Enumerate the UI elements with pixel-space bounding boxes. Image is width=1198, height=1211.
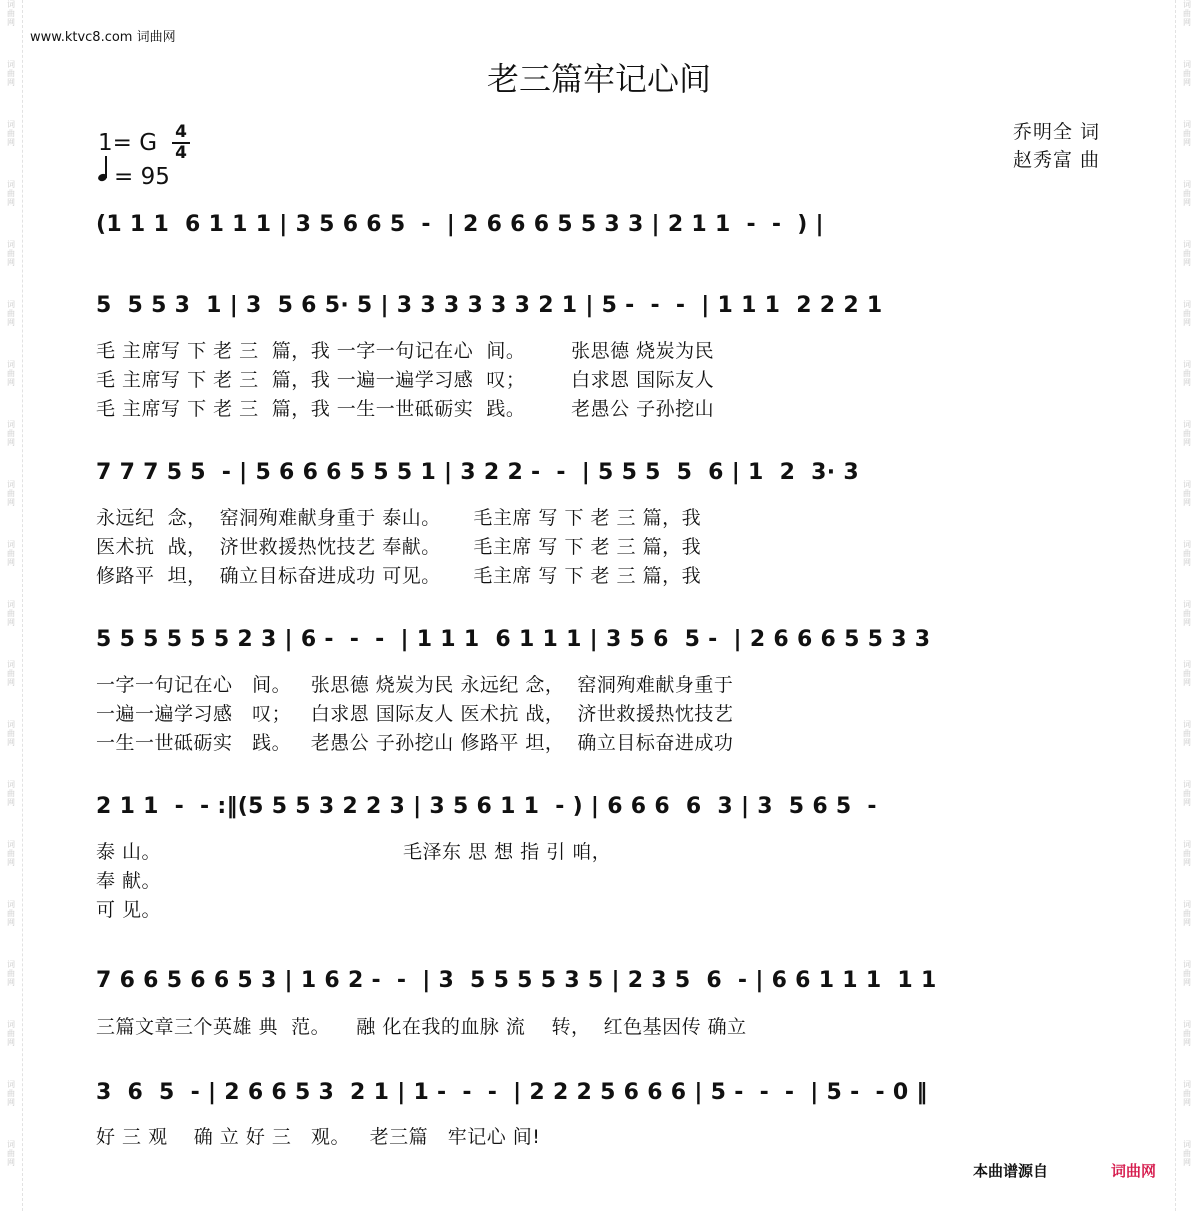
watermark-glyph: 网 [7,78,15,87]
watermark-glyph: 曲 [1183,309,1191,318]
watermark-glyph: 网 [7,318,15,327]
system-7-lyrics-1: 好 三 观 确 立 好 三 观。 老三篇 牢记心 间! [96,1126,541,1148]
key-signature: 1= G [98,130,158,156]
system-4-notes: 5 5 5 5 5 5 2 3 | 6 - - - | 1 1 1 6 1 1 1 | 3 5 6 5 - | 2 6 6 6 5 5 3 3 [96,627,931,652]
watermark-glyph: 词 [7,1020,15,1029]
system-5-lyrics-1: 泰 山。 毛泽东 思 想 指 引 咱， [96,841,612,863]
watermark-glyph: 词 [7,180,15,189]
watermark-glyph: 曲 [7,729,15,738]
watermark-glyph: 网 [7,618,15,627]
system-5-lyrics-2: 奉 献。 [96,870,162,892]
watermark-glyph: 词 [1183,720,1191,729]
watermark-glyph: 网 [7,738,15,747]
watermark-glyph: 曲 [7,309,15,318]
system-7-notes: 3 6 5 - | 2 6 6 5 3 2 1 | 1 - - - | 2 2 2 5 6 6 6 | 5 - - - | 5 - - 0 ‖ [96,1080,928,1105]
watermark-glyph: 词 [7,420,15,429]
watermark-glyph: 网 [1183,18,1191,27]
watermark-glyph: 网 [7,258,15,267]
brand-logo[interactable]: 词曲网 [1110,1162,1156,1180]
watermark-glyph: 网 [1183,438,1191,447]
watermark-glyph: 词 [7,1080,15,1089]
system-6-notes: 7 6 6 5 6 6 5 3 | 1 6 2 - - | 3 5 5 5 5 3 5 | 2 3 5 6 - | 6 6 1 1 1 1 1 [96,968,937,993]
watermark-glyph: 网 [1183,918,1191,927]
watermark-glyph: 曲 [1183,1089,1191,1098]
watermark-glyph: 曲 [7,9,15,18]
system-3-lyrics-1: 永远纪 念， 窑洞殉难献身重于 泰山。 毛主席 写 下 老 三 篇，我 [96,507,702,529]
watermark-glyph: 词 [1183,1080,1191,1089]
watermark-glyph: 词 [7,840,15,849]
watermark-glyph: 曲 [7,1149,15,1158]
watermark-glyph: 网 [7,558,15,567]
watermark-glyph: 网 [1183,1098,1191,1107]
watermark-glyph: 词 [7,960,15,969]
watermark-glyph: 词 [7,0,15,9]
watermark-glyph: 网 [1183,138,1191,147]
watermark-glyph: 词 [1183,840,1191,849]
watermark-glyph: 词 [1183,60,1191,69]
watermark-glyph: 词 [1183,480,1191,489]
system-4-lyrics-2: 一遍一遍学习感 叹； 白求恩 国际友人 医术抗 战， 济世救援热忱技艺 [96,703,734,725]
system-3-notes: 7 7 7 5 5 - | 5 6 6 6 5 5 5 1 | 3 2 2 - - | 5 5 5 5 6 | 1 2 3· 3 [96,460,859,485]
watermark-glyph: 曲 [1183,549,1191,558]
watermark-glyph: 曲 [7,69,15,78]
watermark-glyph: 曲 [7,1089,15,1098]
watermark-glyph: 网 [7,1098,15,1107]
watermark-glyph: 曲 [7,849,15,858]
watermark-glyph: 网 [7,1158,15,1167]
lyricist: 乔明全 词 [1012,121,1100,143]
watermark-glyph: 词 [7,240,15,249]
watermark-glyph: 曲 [7,969,15,978]
watermark-glyph: 网 [7,798,15,807]
watermark-glyph: 曲 [7,549,15,558]
watermark-glyph: 词 [1183,240,1191,249]
watermark-glyph: 词 [7,660,15,669]
watermark-glyph: 曲 [7,669,15,678]
watermark-glyph: 曲 [1183,429,1191,438]
time-signature [172,124,190,162]
watermark-glyph: 词 [1183,1020,1191,1029]
watermark-glyph: 词 [1183,360,1191,369]
watermark-glyph: 曲 [7,1029,15,1038]
composer: 赵秀富 曲 [1012,149,1100,171]
watermark-glyph: 网 [1183,78,1191,87]
watermark-glyph: 网 [1183,318,1191,327]
time-signature-bottom: 4 [175,143,187,163]
watermark-glyph: 网 [7,918,15,927]
watermark-glyph: 曲 [7,129,15,138]
watermark-glyph: 网 [7,498,15,507]
watermark-glyph: 曲 [1183,729,1191,738]
tempo-value: = 95 [114,164,170,190]
system-3-lyrics-2: 医术抗 战， 济世救援热忱技艺 奉献。 毛主席 写 下 老 三 篇，我 [96,536,702,558]
watermark-glyph: 曲 [1183,669,1191,678]
watermark-glyph: 网 [1183,198,1191,207]
watermark-glyph: 曲 [7,429,15,438]
watermark-glyph: 词 [1183,120,1191,129]
watermark-glyph: 词 [7,120,15,129]
watermark-glyph: 网 [7,858,15,867]
right-divider [1175,0,1176,1211]
watermark-glyph: 网 [1183,558,1191,567]
watermark-right [1178,0,1196,1211]
watermark-glyph: 曲 [7,609,15,618]
watermark-glyph: 曲 [1183,1029,1191,1038]
watermark-glyph: 曲 [7,249,15,258]
watermark-glyph: 词 [1183,960,1191,969]
watermark-glyph: 词 [7,360,15,369]
watermark-glyph: 词 [1183,1140,1191,1149]
watermark-glyph: 词 [7,1140,15,1149]
watermark-glyph: 网 [7,978,15,987]
watermark-glyph: 网 [7,378,15,387]
system-2-lyrics-2: 毛 主席写 下 老 三 篇，我 一遍一遍学习感 叹； 白求恩 国际友人 [96,369,715,391]
system-2-lyrics-3: 毛 主席写 下 老 三 篇，我 一生一世砥砺实 践。 老愚公 子孙挖山 [96,398,715,420]
watermark-glyph: 网 [1183,738,1191,747]
watermark-glyph: 网 [1183,378,1191,387]
watermark-glyph: 词 [7,60,15,69]
watermark-glyph: 词 [1183,780,1191,789]
watermark-glyph: 词 [1183,540,1191,549]
watermark-glyph: 网 [1183,1158,1191,1167]
system-2-notes: 5 5 5 3 1 | 3 5 6 5· 5 | 3 3 3 3 3 3 2 1 | 5 - - - | 1 1 1 2 2 2 1 [96,293,883,318]
watermark-glyph: 网 [7,138,15,147]
source-label: 本曲谱源自 [972,1162,1048,1180]
watermark-glyph: 网 [7,438,15,447]
watermark-glyph: 词 [7,600,15,609]
watermark-glyph: 网 [1183,258,1191,267]
watermark-glyph: 词 [7,540,15,549]
watermark-glyph: 曲 [1183,129,1191,138]
site-url[interactable]: www.ktvc8.com 词曲网 [30,30,176,45]
watermark-glyph: 曲 [1183,489,1191,498]
watermark-glyph: 曲 [1183,189,1191,198]
watermark-glyph: 网 [1183,798,1191,807]
credits [1013,118,1100,174]
watermark-glyph: 词 [7,900,15,909]
watermark-glyph: 曲 [7,909,15,918]
watermark-glyph: 词 [1183,660,1191,669]
watermark-glyph: 网 [1183,618,1191,627]
watermark-glyph: 网 [1183,498,1191,507]
watermark-glyph: 网 [1183,858,1191,867]
watermark-glyph: 曲 [1183,789,1191,798]
watermark-glyph: 曲 [1183,9,1191,18]
watermark-glyph: 曲 [1183,909,1191,918]
watermark-glyph: 网 [1183,678,1191,687]
watermark-glyph: 网 [1183,1038,1191,1047]
system-1-notes: (1 1 1 6 1 1 1 | 3 5 6 6 5 - | 2 6 6 6 5 5 3 3 | 2 1 1 - - ) | [96,212,824,237]
watermark-glyph: 词 [7,720,15,729]
system-5-lyrics-3: 可 见。 [96,899,162,921]
watermark-glyph: 网 [7,198,15,207]
watermark-glyph: 词 [7,480,15,489]
system-6-lyrics-1: 三篇文章三个英雄 典 范。 融 化在我的血脉 流 转， 红色基因传 确立 [96,1016,747,1038]
watermark-glyph: 网 [1183,978,1191,987]
watermark-glyph: 词 [7,300,15,309]
system-4-lyrics-3: 一生一世砥砺实 践。 老愚公 子孙挖山 修路平 坦， 确立目标奋进成功 [96,732,734,754]
left-divider [22,0,23,1211]
system-3-lyrics-3: 修路平 坦， 确立目标奋进成功 可见。 毛主席 写 下 老 三 篇，我 [96,565,702,587]
watermark-glyph: 曲 [1183,609,1191,618]
watermark-glyph: 词 [1183,0,1191,9]
watermark-glyph: 曲 [1183,69,1191,78]
system-5-notes: 2 1 1 - - :‖(5 5 5 3 2 2 3 | 3 5 6 1 1 - ) | 6 6 6 6 3 | 3 5 6 5 - [96,794,877,819]
watermark-glyph: 词 [7,780,15,789]
watermark-glyph: 词 [1183,900,1191,909]
watermark-glyph: 曲 [7,369,15,378]
watermark-glyph: 曲 [1183,969,1191,978]
watermark-glyph: 曲 [1183,849,1191,858]
system-2-lyrics-1: 毛 主席写 下 老 三 篇，我 一字一句记在心 间。 张思德 烧炭为民 [96,340,715,362]
watermark-glyph: 曲 [1183,369,1191,378]
watermark-glyph: 词 [1183,600,1191,609]
watermark-glyph: 曲 [7,489,15,498]
watermark-glyph: 词 [1183,180,1191,189]
watermark-glyph: 网 [7,1038,15,1047]
watermark-glyph: 曲 [7,789,15,798]
watermark-left [2,0,20,1211]
watermark-glyph: 词 [1183,420,1191,429]
time-signature-top: 4 [175,122,187,142]
watermark-glyph: 网 [7,678,15,687]
watermark-glyph: 网 [7,18,15,27]
watermark-glyph: 曲 [7,189,15,198]
watermark-glyph: 曲 [1183,1149,1191,1158]
watermark-glyph: 曲 [1183,249,1191,258]
tempo [96,164,170,190]
system-4-lyrics-1: 一字一句记在心 间。 张思德 烧炭为民 永远纪 念， 窑洞殉难献身重于 [96,674,734,696]
song-title: 老三篇牢记心间 [486,60,711,98]
watermark-glyph: 词 [1183,300,1191,309]
